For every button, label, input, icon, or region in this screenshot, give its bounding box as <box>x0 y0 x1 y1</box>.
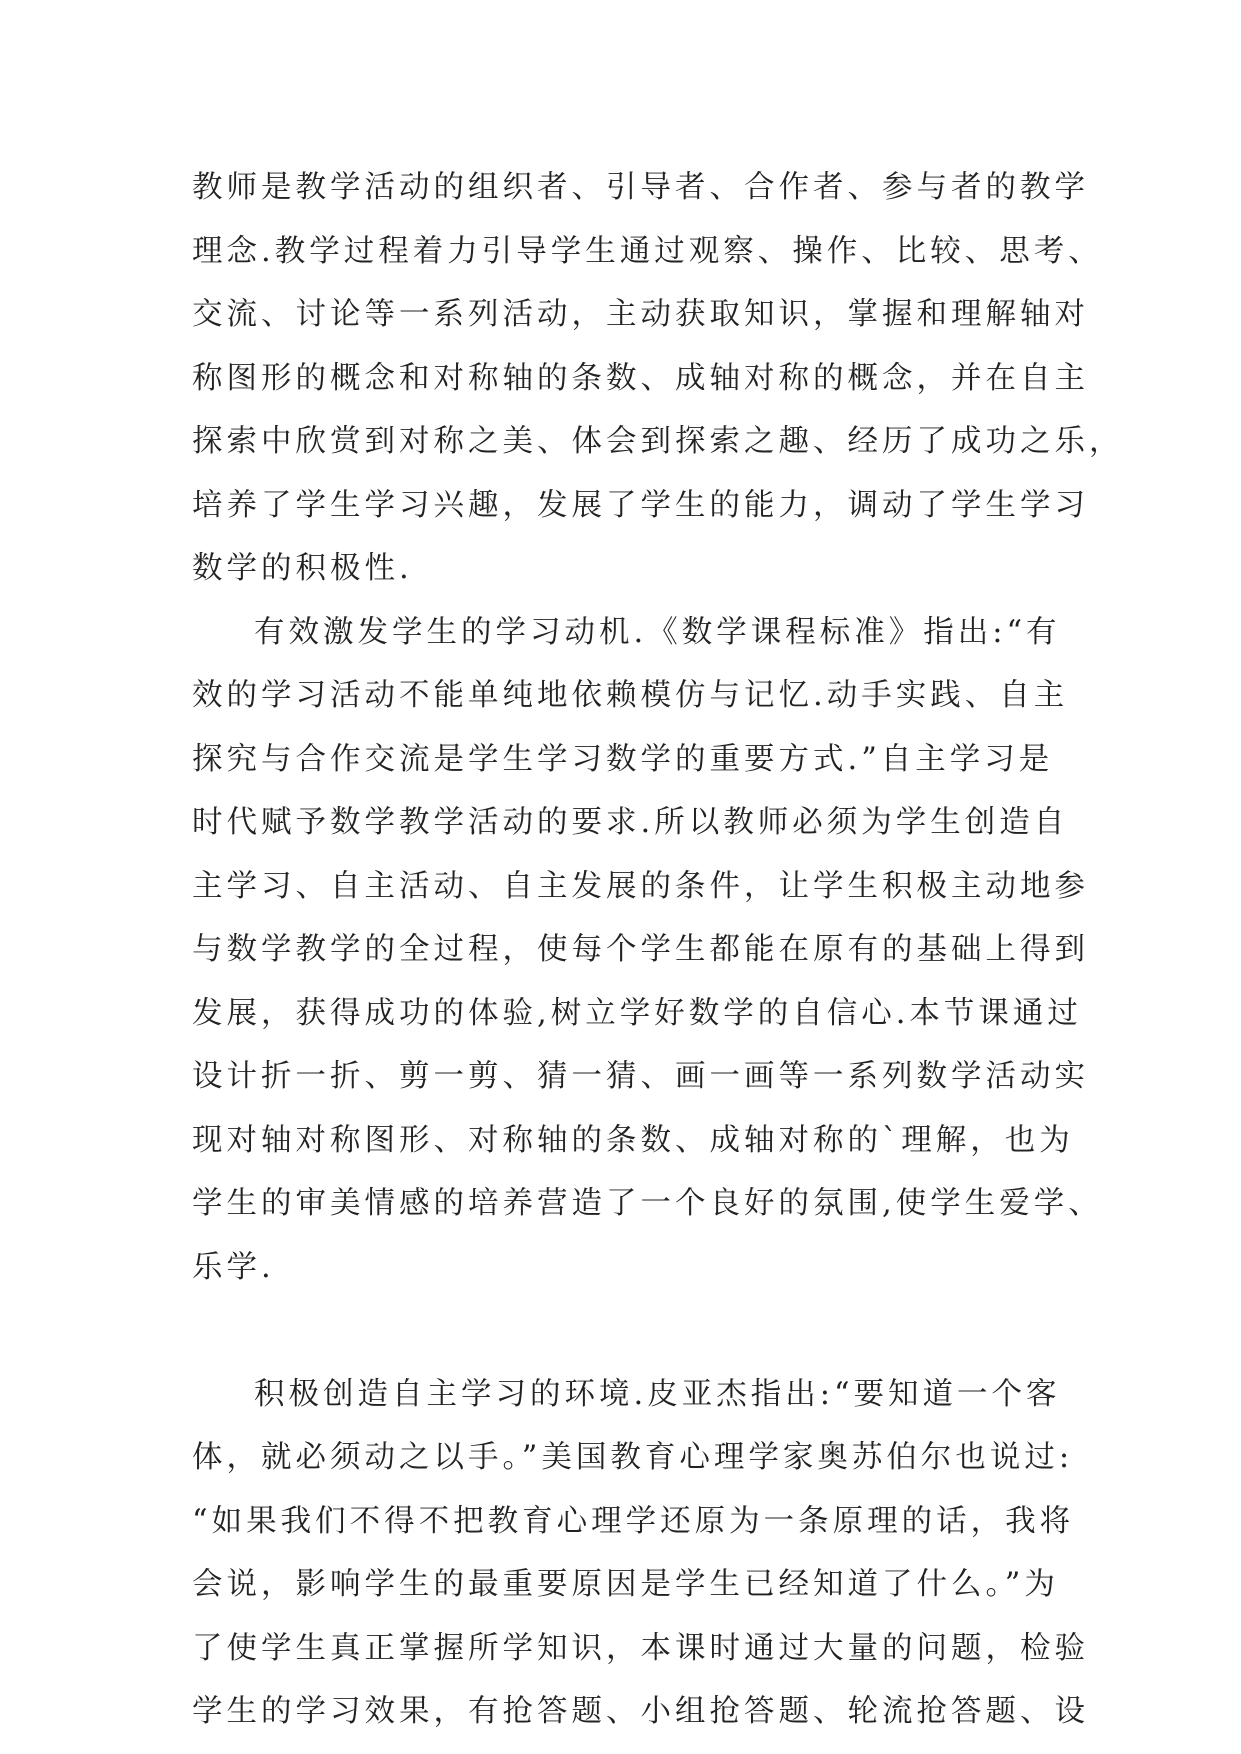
text-line: 体，就必须动之以手。”美国教育心理学家奥苏伯尔也说过: <box>192 1440 1074 1475</box>
text-line: 设计折一折、剪一剪、猜一猜、画一画等一系列数学活动实 <box>192 1059 1089 1094</box>
text-line: 积极创造自主学习的环境.皮亚杰指出:“要知道一个客 <box>254 1376 1061 1412</box>
text-line: 现对轴对称图形、对称轴的条数、成轴对称的`理解，也为 <box>192 1122 1074 1158</box>
text-line: 与数学教学的全过程，使每个学生都能在原有的基础上得到 <box>192 932 1089 967</box>
document-body <box>192 156 1124 1744</box>
text-line: 发展，获得成功的体验,树立学好数学的自信心.本节课通过 <box>192 995 1082 1031</box>
text-line: 了使学生真正掌握所学知识，本课时通过大量的问题，检验 <box>192 1630 1089 1666</box>
paragraph-3 <box>192 1363 1092 1744</box>
text-line: 学生的学习效果，有抢答题、小组抢答题、轮流抢答题、设 <box>192 1694 1089 1729</box>
text-line: 乐学. <box>192 1249 275 1285</box>
text-line: 交流、讨论等一系列活动，主动获取知识，掌握和理解轴对 <box>192 297 1089 332</box>
text-line: 数学的积极性. <box>192 551 413 586</box>
text-line: 探索中欣赏到对称之美、体会到探索之趣、经历了成功之乐， <box>192 424 1124 459</box>
text-line: 有效激发学生的学习动机.《数学课程标准》指出:“有 <box>254 614 1061 650</box>
text-line: 教师是教学活动的组织者、引导者、合作者、参与者的教学 <box>192 170 1089 205</box>
text-line: 探究与合作交流是学生学习数学的重要方式.”自主学习是 <box>192 741 1054 777</box>
text-line: 主学习、自主活动、自主发展的条件，让学生积极主动地参 <box>192 868 1089 904</box>
text-line: 理念.教学过程着力引导学生通过观察、操作、比较、思考、 <box>192 233 1103 269</box>
text-line <box>192 1299 1092 1363</box>
paragraph-2 <box>192 601 1103 1363</box>
text-line: 培养了学生学习兴趣，发展了学生的能力，调动了学生学习 <box>192 487 1089 523</box>
text-line: 会说，影响学生的最重要原因是学生已经知道了什么。”为 <box>192 1567 1059 1602</box>
text-line: 效的学习活动不能单纯地依赖模仿与记忆.动手实践、自主 <box>192 678 1069 713</box>
text-line: 称图形的概念和对称轴的条数、成轴对称的概念，并在自主 <box>192 360 1089 396</box>
text-line: 时代赋予数学教学活动的要求.所以教师必须为学生创造自 <box>192 805 1069 840</box>
text-line: “如果我们不得不把教育心理学还原为一条原理的话，我将 <box>192 1503 1075 1539</box>
text-line: 学生的审美情感的培养营造了一个良好的氛围,使学生爱学、 <box>192 1186 1103 1221</box>
paragraph-1 <box>192 156 1124 601</box>
